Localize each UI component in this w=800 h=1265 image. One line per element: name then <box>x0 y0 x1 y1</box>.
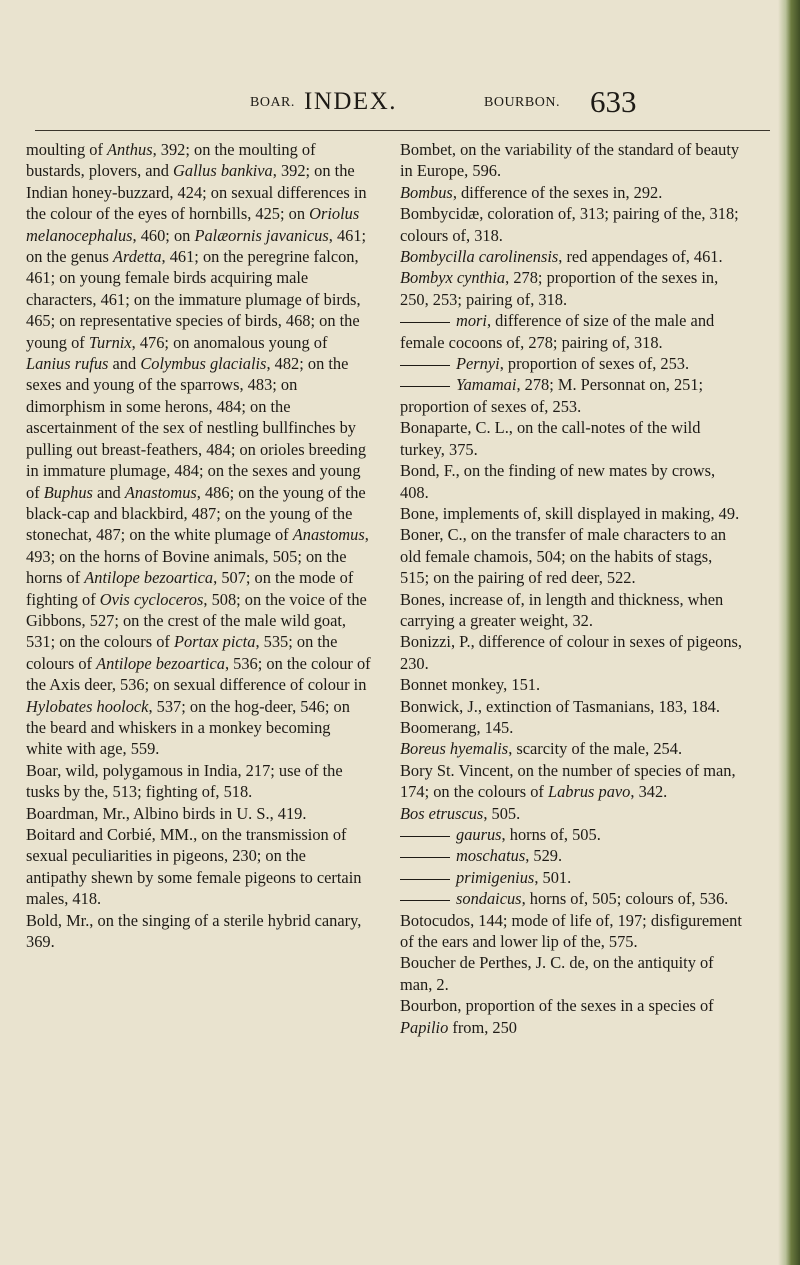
entry-text: , scarcity of the male, 254. <box>508 739 683 759</box>
italic-term: Antilope bezoartica <box>84 568 214 588</box>
italic-term: Yamamai <box>456 375 517 395</box>
header-right-word: BOURBON. <box>484 95 560 110</box>
italic-term: primigenius <box>456 867 535 887</box>
italic-term: mori <box>456 311 487 331</box>
ditto-dash <box>400 365 450 366</box>
index-entry <box>400 717 745 738</box>
italic-term: Bos etruscus <box>400 803 484 823</box>
index-entry <box>400 182 745 203</box>
entry-text: , 482; on the sexes and young of the sparrows, 483; on dimorphism in some herons, 484; on the ascertainment of the sex of nestling bullfinches by pulling out breast-feathers, 484; on orioles breeding in immature plumage, 484; on the sexes and young of <box>26 354 367 502</box>
italic-term: Anastomus <box>124 482 197 502</box>
entry-text: and <box>92 482 125 502</box>
index-column-right <box>400 139 745 1038</box>
entry-text: , proportion of sexes of, 253. <box>499 354 690 374</box>
entry-text: , 508; on the voice of the Gibbons, 527; on the crest of the male wild goat, 531; on the colours of <box>26 589 367 652</box>
entry-text: , 486; on the young of the black-cap and blackbird, 487; on the young of the stonechat, 487; on the white plumage of <box>26 482 366 545</box>
index-entry <box>400 696 745 717</box>
header-rule <box>35 130 770 131</box>
entry-text: Bonnet monkey, 151. <box>400 675 541 695</box>
entry-text: , 493; on the horns of Bovine animals, 505; on the horns of <box>26 525 369 588</box>
entry-text: , difference of the sexes in, 292. <box>452 182 663 202</box>
italic-term: Portax picta <box>173 632 256 652</box>
italic-term: Papilio <box>400 1017 449 1037</box>
entry-text: and <box>108 354 141 374</box>
index-entry <box>400 738 745 759</box>
italic-term: Buphus <box>43 482 93 502</box>
entry-text: Bombet, on the variability of the standard of beauty in Europe, 596. <box>400 140 740 181</box>
italic-term: Hylobates hoolock <box>26 696 149 716</box>
running-header <box>0 82 800 122</box>
entry-text: Bone, implements of, skill displayed in making, 49. <box>400 503 740 523</box>
entry-text: Bold, Mr., on the singing of a sterile hybrid canary, 369. <box>26 910 362 952</box>
index-entry <box>400 203 745 246</box>
entry-text: Boomerang, 145. <box>400 717 514 737</box>
index-entry <box>400 374 745 417</box>
index-entry <box>400 952 745 995</box>
index-entry <box>26 139 371 760</box>
index-entry <box>400 139 745 182</box>
entry-text: , 476; on anomalous young of <box>131 332 328 352</box>
entry-text: , horns of, 505; colours of, 536. <box>521 889 729 909</box>
italic-term: Turnix <box>88 332 132 352</box>
italic-term: gaurus <box>456 825 502 844</box>
entry-text: , 529. <box>525 846 563 866</box>
index-entry <box>400 888 745 909</box>
ditto-dash <box>400 322 450 323</box>
entry-text: , 392; on the moulting of bustards, plovers, and <box>26 140 316 181</box>
header-left-word: BOAR. <box>250 95 295 110</box>
index-entry <box>400 503 745 524</box>
page-number: 633 <box>590 84 637 119</box>
entry-text: Botocudos, 144; mode of life of, 197; disfigurement of the ears and lower lip of the, 575. <box>400 910 742 952</box>
index-entry <box>26 824 371 910</box>
header-title: INDEX. <box>304 88 398 115</box>
italic-term: Labrus pavo <box>547 782 631 802</box>
italic-term: Gallus bankiva <box>173 161 273 181</box>
entry-text: , red appendages of, 461. <box>558 247 723 267</box>
entry-text: Boitard and Corbié, MM., on the transmission of sexual peculiarities in pigeons, 230; on the antipathy shewn by some female pigeons to certain males, 418. <box>26 825 362 909</box>
entry-text: , 461; on the peregrine falcon, 461; on young female birds acquiring male characters, 461; on the immature plumage of birds, 465; on representative species of birds, 468; on the young of <box>26 247 361 352</box>
entry-text: Bombycidæ, coloration of, 313; pairing of the, 318; colours of, 318. <box>400 204 739 245</box>
entry-text: , 507; on the mode of fighting of <box>26 568 354 609</box>
entry-text: , difference of size of the male and female cocoons of, 278; pairing of, 318. <box>400 311 715 352</box>
ditto-dash <box>400 836 450 837</box>
entry-text: Boucher de Perthes, J. C. de, on the antiquity of man, 2. <box>400 953 714 994</box>
entry-text: Bonizzi, P., difference of colour in sexes of pigeons, 230. <box>400 632 742 673</box>
ditto-dash <box>400 900 450 901</box>
entry-text: , 505. <box>483 803 521 823</box>
italic-term: Bombycilla carolinensis <box>400 247 559 267</box>
ditto-dash <box>400 879 450 880</box>
italic-term: Lanius rufus <box>26 354 109 374</box>
index-entry <box>400 995 745 1038</box>
index-entry <box>400 246 745 267</box>
entry-text: , 342. <box>630 782 668 802</box>
index-entry <box>400 524 745 588</box>
entry-text: , 392; on the Indian honey-buzzard, 424; on sexual differences in the colour of the eyes of hornbills, 425; on <box>26 161 367 224</box>
entry-text: Boner, C., on the transfer of male characters to an old female chamois, 504; on the habits of stags, 515; on the pairing of red deer, 522. <box>400 525 727 588</box>
index-entry <box>26 910 371 953</box>
entry-text: , 278; proportion of the sexes in, 250, 253; pairing of, 318. <box>400 268 719 309</box>
entry-text: , 501. <box>534 867 572 887</box>
index-entry <box>400 824 745 845</box>
italic-term: Colymbus glacialis <box>140 354 267 374</box>
index-entry <box>400 803 745 824</box>
italic-term: Anastomus <box>292 525 365 545</box>
entry-text: Bonaparte, C. L., on the call-notes of the wild turkey, 375. <box>400 418 701 459</box>
ditto-dash <box>400 386 450 387</box>
index-entry <box>400 460 745 503</box>
index-entry <box>400 310 745 353</box>
index-entry <box>400 267 745 310</box>
entry-text: moulting of <box>26 140 108 159</box>
index-column-left <box>26 139 371 952</box>
italic-term: Palæornis javanicus <box>194 225 329 245</box>
italic-term: Pernyi <box>456 354 500 374</box>
index-entry <box>400 589 745 632</box>
index-entry <box>400 353 745 374</box>
entry-text: , 535; on the colours of <box>26 632 338 673</box>
entry-text: , 536; on the colour of the Axis deer, 536; on sexual difference of colour in <box>26 653 371 695</box>
index-entry <box>400 760 745 803</box>
entry-text: Boardman, Mr., Albino birds in U. S., 419. <box>26 803 307 823</box>
entry-text: , 461; on the genus <box>26 225 367 267</box>
italic-term: Boreus hyemalis <box>400 739 509 759</box>
italic-term: Ardetta <box>112 247 162 267</box>
entry-text: Bonwick, J., extinction of Tasmanians, 183, 184. <box>400 696 720 716</box>
entry-text: , 278; M. Personnat on, 251; proportion of sexes of, 253. <box>400 375 704 416</box>
entry-text: , 537; on the hog-deer, 546; on the beard and whiskers in a monkey becoming white with age, 559. <box>26 696 350 759</box>
entry-text: Bond, F., on the finding of new mates by crows, 408. <box>400 461 716 502</box>
italic-term: Oriolus melanocephalus <box>26 204 360 245</box>
index-entry <box>400 845 745 866</box>
italic-term: moschatus <box>456 846 526 866</box>
index-entry <box>400 867 745 888</box>
index-entry <box>400 910 745 953</box>
index-entry <box>400 674 745 695</box>
entry-text: from, 250 <box>448 1017 518 1037</box>
entry-text: Bourbon, proportion of the sexes in a species of <box>400 996 714 1016</box>
entry-text: , horns of, 505. <box>501 825 601 844</box>
ditto-dash <box>400 857 450 858</box>
entry-text: Boar, wild, polygamous in India, 217; use of the tusks by the, 513; fighting of, 518. <box>26 760 343 802</box>
entry-text: Bones, increase of, in length and thickness, when carrying a greater weight, 32. <box>400 589 724 630</box>
page-edge-shadow <box>778 0 800 1265</box>
italic-term: Bombus <box>400 182 453 202</box>
entry-text: Bory St. Vincent, on the number of species of man, 174; on the colours of <box>400 760 736 802</box>
italic-term: Bombyx cynthia <box>400 268 506 288</box>
index-entry <box>26 803 371 824</box>
italic-term: Ovis cycloceros <box>99 589 204 609</box>
italic-term: Antilope bezoartica <box>96 653 225 673</box>
entry-text: , 460; on <box>132 225 195 245</box>
italic-term: Anthus <box>107 140 153 159</box>
italic-term: sondaicus <box>456 889 522 909</box>
index-entry <box>26 760 371 803</box>
index-entry <box>400 631 745 674</box>
index-entry <box>400 417 745 460</box>
